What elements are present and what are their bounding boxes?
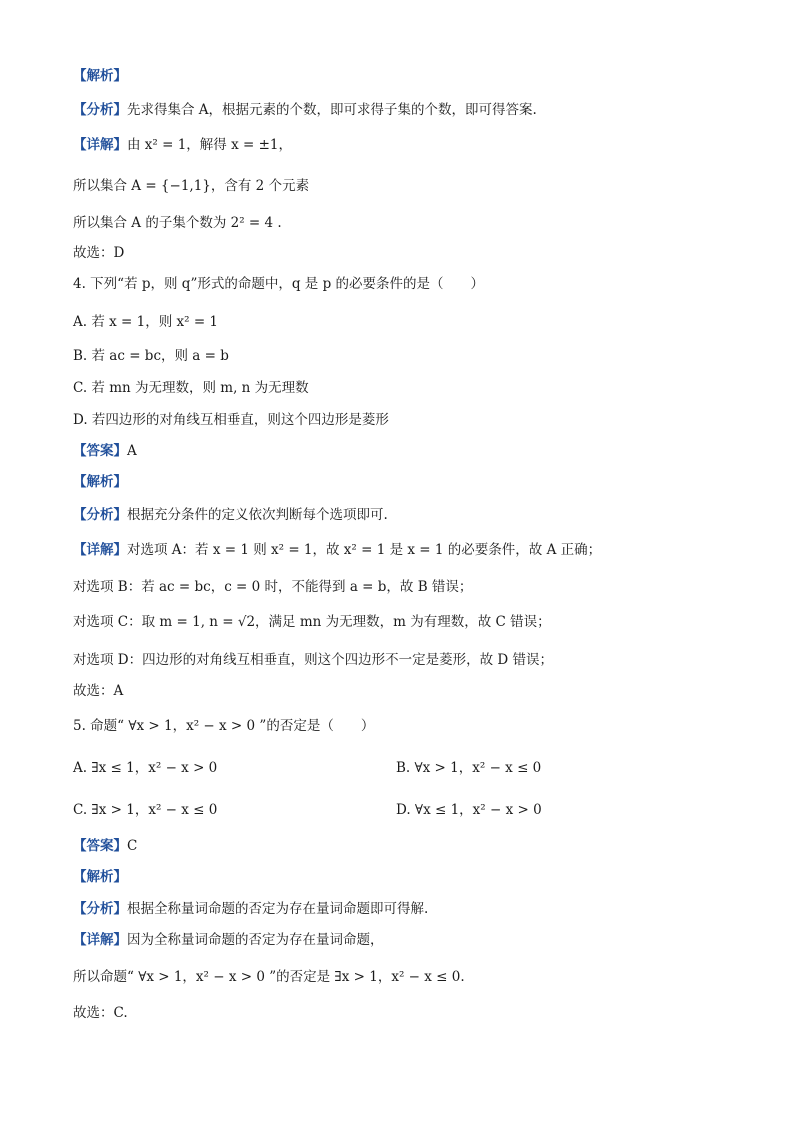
answer-tag: 【答案】	[73, 443, 127, 459]
q5-option-c: C. ∃x > 1，x² − x ≤ 0	[73, 802, 218, 818]
q4-analysis-heading: 【解析】	[73, 474, 127, 490]
q5-option-d: D. ∀x ≤ 1，x² − x > 0	[396, 802, 542, 818]
q4-choice-result: 故选：A	[73, 683, 124, 699]
analysis-heading: 【解析】	[73, 68, 127, 84]
analysis-tag: 【分析】	[73, 901, 127, 917]
q5-answer	[73, 836, 137, 856]
detail-text: 由 x² = 1，解得 x = ±1，	[127, 137, 292, 153]
q4-option-b: B. 若 ac = bc，则 a = b	[73, 348, 229, 364]
q4-option-c: C. 若 mn 为无理数，则 m, n 为无理数	[73, 380, 309, 396]
q5-detail-b: 所以命题“ ∀x > 1，x² − x > 0 ”的否定是 ∃x > 1，x² − x ≤ 0.	[73, 969, 465, 985]
analysis-paragraph	[73, 100, 537, 120]
analysis-text: 根据全称量词命题的否定为存在量词命题即可得解.	[127, 901, 429, 917]
q4-detail-d: 对选项 D：四边形的对角线互相垂直，则这个四边形不一定是菱形，故 D 错误；	[73, 652, 554, 668]
answer-value: A	[127, 443, 137, 459]
answer-value: C	[127, 838, 138, 854]
detail-tag: 【详解】	[73, 542, 127, 558]
question-4: 4. 下列“若 p，则 q”形式的命题中，q 是 p 的必要条件的是（ ）	[73, 276, 484, 292]
detail-tag: 【详解】	[73, 932, 127, 948]
analysis-tag: 【分析】	[73, 507, 127, 523]
question-5: 5. 命题“ ∀x > 1，x² − x > 0 ”的否定是（ ）	[73, 718, 375, 734]
q5-analysis-heading: 【解析】	[73, 869, 127, 885]
detail-tag: 【详解】	[73, 137, 127, 153]
q4-option-d: D. 若四边形的对角线互相垂直，则这个四边形是菱形	[73, 412, 389, 428]
analysis-text: 先求得集合 A，根据元素的个数，即可求得子集的个数，即可得答案.	[127, 102, 537, 118]
answer-tag: 【答案】	[73, 838, 127, 854]
q4-option-a: A. 若 x = 1，则 x² = 1	[73, 314, 219, 330]
q4-detail	[73, 540, 601, 560]
analysis-text: 根据充分条件的定义依次判断每个选项即可.	[127, 507, 388, 523]
q5-analysis	[73, 899, 428, 919]
q5-detail	[73, 930, 384, 950]
q4-answer	[73, 441, 137, 461]
detail-paragraph	[73, 135, 292, 155]
q4-detail-c: 对选项 C：取 m = 1, n = √2，满足 mn 为无理数，m 为有理数，故 C 错误；	[73, 614, 551, 630]
text-line: 所以集合 A 的子集个数为 2² = 4 .	[73, 215, 282, 231]
q5-option-a: A. ∃x ≤ 1，x² − x > 0	[73, 760, 218, 776]
q4-detail-b: 对选项 B：若 ac = bc，c = 0 时，不能得到 a = b，故 B 错误；	[73, 579, 473, 595]
q5-choice-result: 故选：C.	[73, 1005, 128, 1021]
choice-result: 故选：D	[73, 245, 125, 261]
analysis-tag: 【分析】	[73, 102, 127, 118]
q5-option-b: B. ∀x > 1，x² − x ≤ 0	[396, 760, 542, 776]
text-line: 所以集合 A = {−1,1}，含有 2 个元素	[73, 178, 310, 194]
detail-text: 因为全称量词命题的否定为存在量词命题，	[127, 932, 384, 948]
detail-text: 对选项 A：若 x = 1 则 x² = 1，故 x² = 1 是 x = 1 的必要条件，故 A 正确；	[127, 542, 602, 558]
q4-analysis	[73, 505, 388, 525]
